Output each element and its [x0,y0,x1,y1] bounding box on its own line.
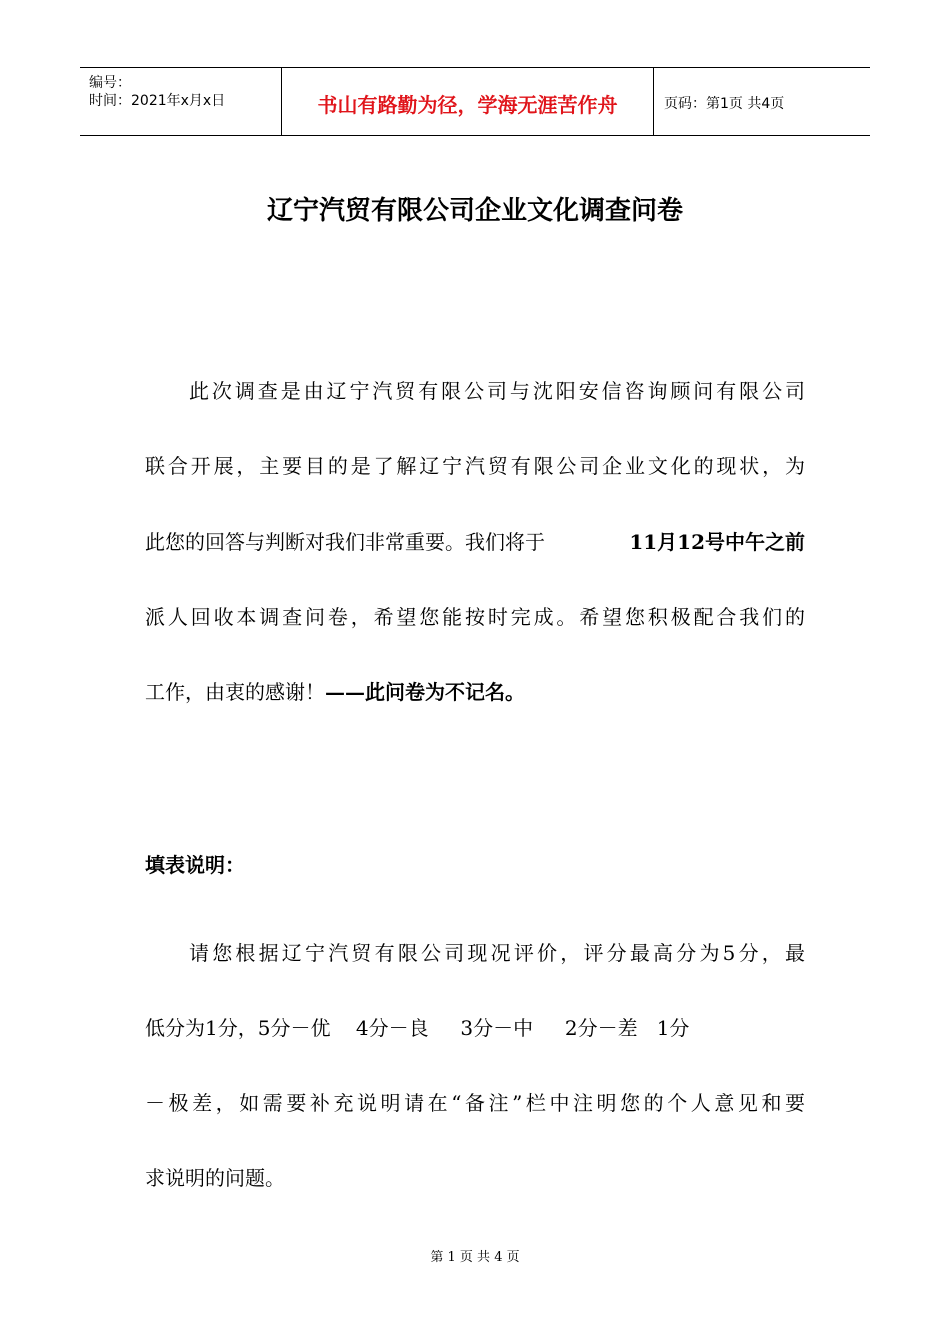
instructions-heading: 填表说明： [145,853,245,877]
instructions-line-3: －极差，如需要补充说明请在“备注”栏中注明您的个人意见和要 [145,1091,805,1115]
intro-line-3-text: 此您的回答与判断对我们非常重要。我们将于 [145,530,545,554]
intro-line-5-text: 工作，由衷的感谢！ [145,680,325,704]
header-meta [80,68,281,135]
intro-line-2: 联合开展，主要目的是了解辽宁汽贸有限公司企业文化的现状，为 [145,454,805,478]
number-label: 编号： [89,75,131,91]
deadline-text: 11月12号中午之前 [629,530,805,554]
time-label: 时间：2021年x月x日 [89,93,226,109]
header-motto: 书山有路勤为径，学海无涯苦作舟 [281,68,654,135]
anonymous-note: ——此问卷为不记名。 [325,680,525,704]
intro-line-4: 派人回收本调查问卷，希望您能按时完成。希望您积极配合我们的 [145,605,805,629]
instructions-line-1: 请您根据辽宁汽贸有限公司现况评价，评分最高分为5分，最 [189,941,805,965]
intro-line-3 [145,529,805,555]
document-title: 辽宁汽贸有限公司企业文化调查问卷 [266,196,683,226]
header-page-info: 页码：第1页 共4页 [664,95,785,112]
instructions-line-2: 低分为1分，5分－优 4分－良 3分－中 2分－差 1分 [145,1016,690,1040]
document-header [80,67,870,136]
intro-line-5 [145,679,805,705]
instructions-line-4: 求说明的问题。 [145,1166,285,1190]
intro-line-1: 此次调查是由辽宁汽贸有限公司与沈阳安信咨询顾问有限公司 [189,379,805,403]
page-footer: 第 1 页 共 4 页 [430,1250,520,1265]
